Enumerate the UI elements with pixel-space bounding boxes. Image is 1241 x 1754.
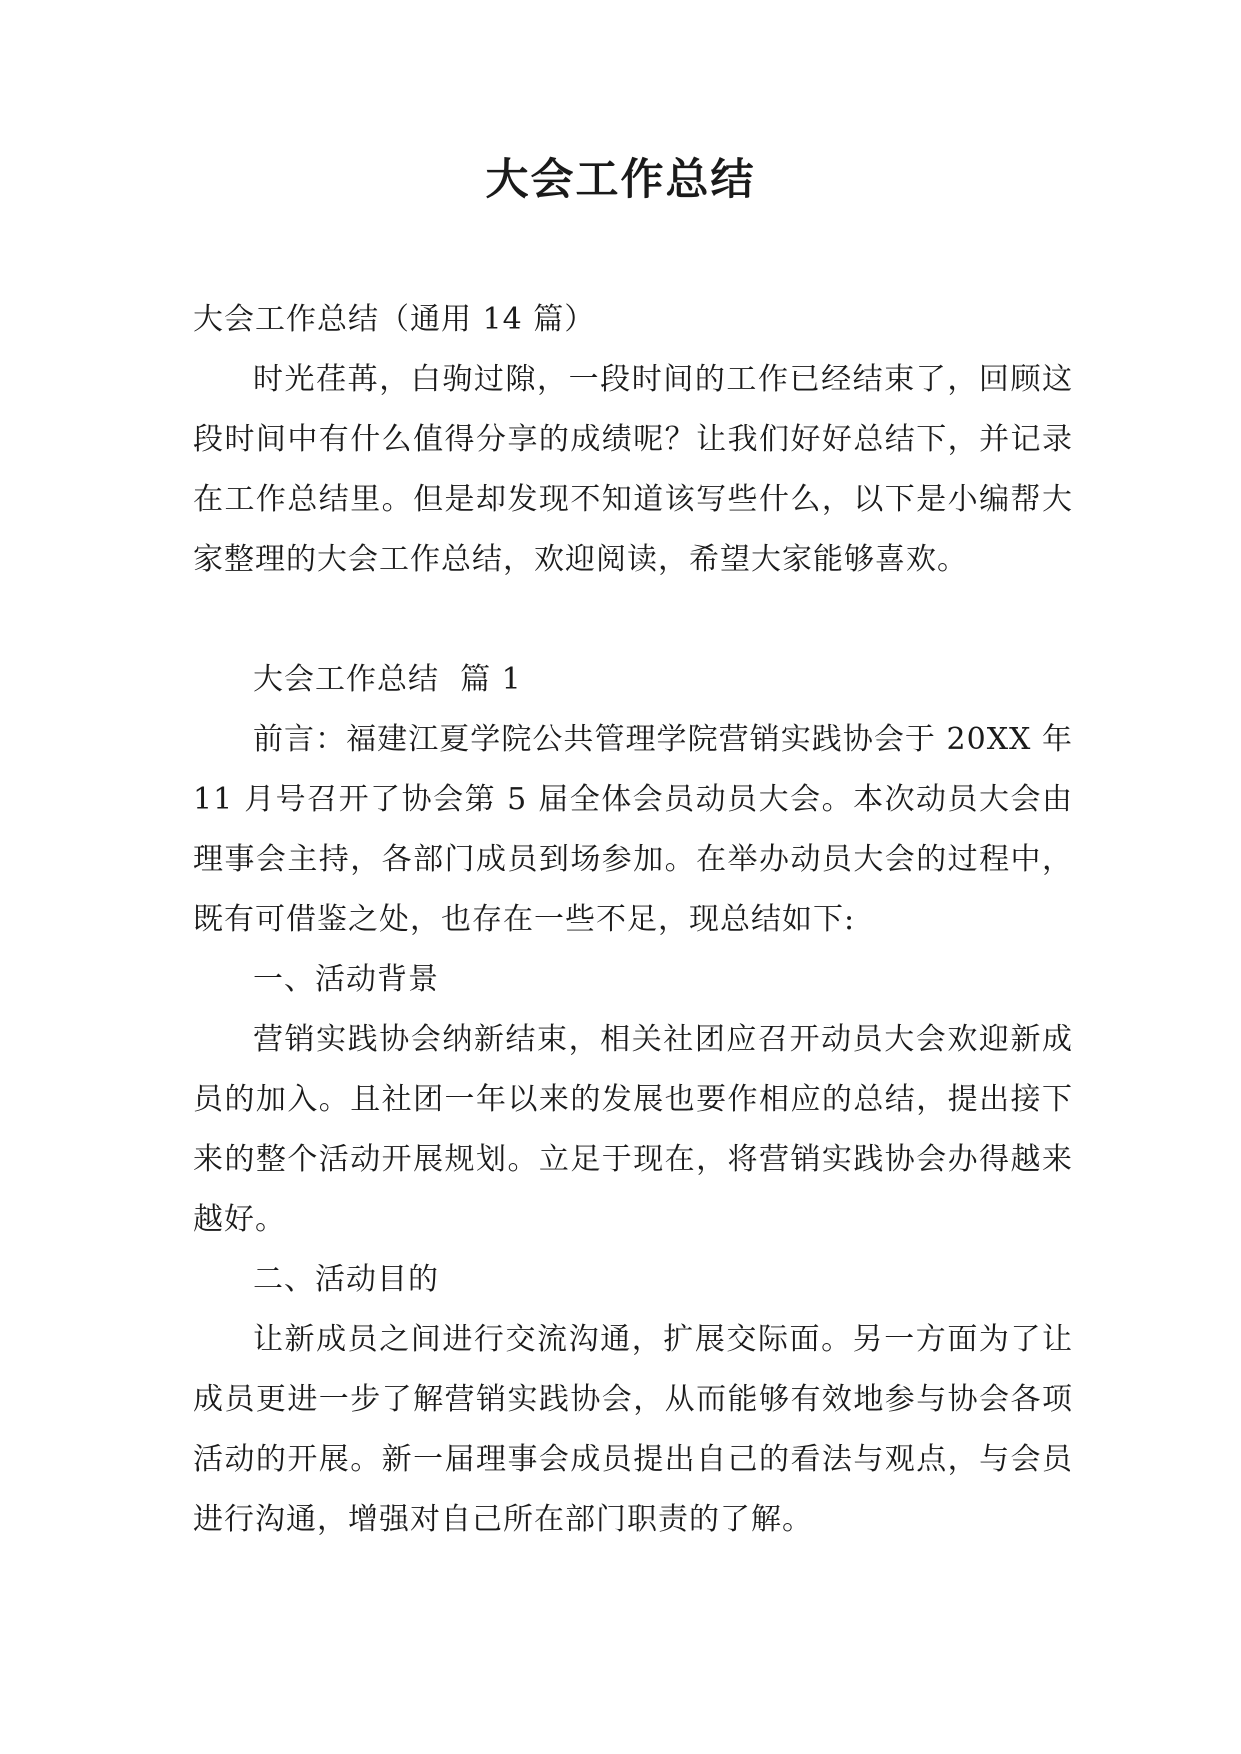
section-spacer <box>193 590 1073 650</box>
document-title: 大会工作总结 <box>485 155 756 205</box>
part-heading: 大会工作总结 篇 1 <box>253 662 522 697</box>
section-heading-background: 一、活动背景 <box>253 962 439 997</box>
document-body <box>193 290 1073 1550</box>
document-subtitle: 大会工作总结（通用 14 篇） <box>193 302 596 337</box>
purpose-paragraph: 让新成员之间进行交流沟通，扩展交际面。另一方面为了让成员更进一步了解营销实践协会，从而能够有效地参与协会各项活动的开展。新一届理事会成员提出自己的看法与观点，与会员进行沟通，增强对自己所在部门职责的了解。 <box>193 1322 1073 1537</box>
background-paragraph: 营销实践协会纳新结束，相关社团应召开动员大会欢迎新成员的加入。且社团一年以来的发展也要作相应的总结，提出接下来的整个活动开展规划。立足于现在，将营销实践协会办得越来越好。 <box>193 1022 1073 1237</box>
preface-paragraph: 前言：福建江夏学院公共管理学院营销实践协会于 20XX 年 11 月号召开了协会第 5 届全体会员动员大会。本次动员大会由理事会主持，各部门成员到场参加。在举办动员大会的过程中，既有可借鉴之处，也存在一些不足，现总结如下: <box>193 722 1073 937</box>
intro-paragraph: 时光荏苒，白驹过隙，一段时间的工作已经结束了，回顾这段时间中有什么值得分享的成绩呢？让我们好好总结下，并记录在工作总结里。但是却发现不知道该写些什么，以下是小编帮大家整理的大会工作总结，欢迎阅读，希望大家能够喜欢。 <box>193 362 1073 577</box>
section-heading-purpose: 二、活动目的 <box>253 1262 439 1297</box>
